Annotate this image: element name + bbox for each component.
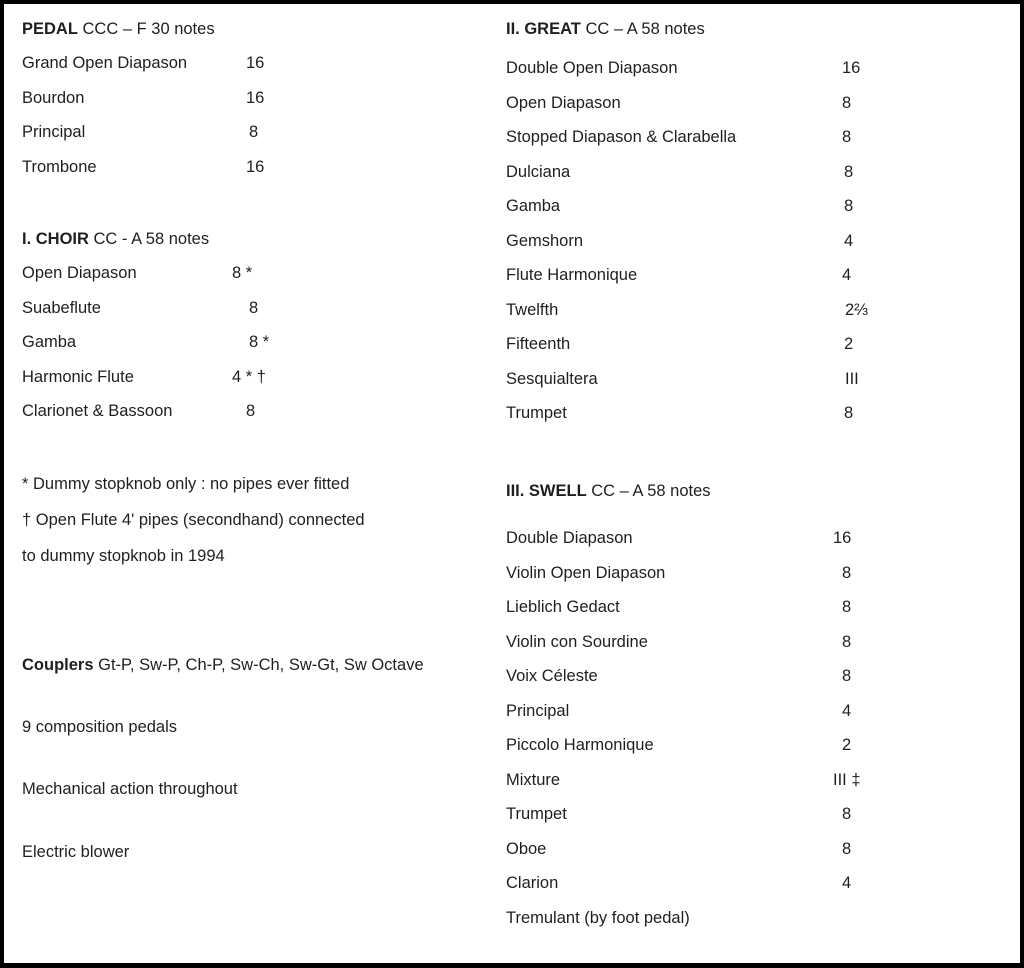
- stop-name: Stopped Diapason & Clarabella: [506, 128, 737, 146]
- stop-pitch: 4: [842, 702, 852, 720]
- stop-pitch: 8 *: [249, 333, 270, 351]
- stop-pitch: 16: [833, 529, 852, 547]
- stop-name: Piccolo Harmonique: [506, 736, 654, 754]
- stop-pitch: 8: [842, 840, 852, 858]
- swell-tremulant: Tremulant (by foot pedal): [506, 909, 690, 927]
- couplers-line: [22, 655, 424, 675]
- stop-name: Twelfth: [506, 301, 559, 319]
- stop-pitch: 4: [844, 232, 854, 250]
- stop-name: Grand Open Diapason: [22, 54, 188, 72]
- choir-compass: CC - A 58 notes: [93, 230, 210, 248]
- pedal-title: PEDAL: [22, 20, 78, 38]
- stop-pitch: 2: [842, 736, 852, 754]
- stop-name: Trumpet: [506, 404, 567, 422]
- stop-pitch: 8: [842, 598, 852, 616]
- stop-name: Trumpet: [506, 805, 567, 823]
- stop-pitch: 4: [842, 266, 852, 284]
- stop-pitch: 8: [842, 564, 852, 582]
- footnote-open-flute-cont: to dummy stopknob in 1994: [22, 547, 225, 565]
- stop-name: Voix Céleste: [506, 667, 598, 685]
- swell-compass: CC – A 58 notes: [591, 482, 711, 500]
- stop-pitch: 16: [246, 54, 265, 72]
- stop-name: Mixture: [506, 771, 561, 789]
- swell-title: III. SWELL: [506, 482, 587, 500]
- swell-heading: [506, 481, 711, 501]
- stop-name: Sesquialtera: [506, 370, 598, 388]
- stop-name: Gamba: [506, 197, 561, 215]
- stop-name: Harmonic Flute: [22, 368, 134, 386]
- stop-pitch: 8: [842, 667, 852, 685]
- choir-title: I. CHOIR: [22, 230, 89, 248]
- stop-pitch: 8: [844, 163, 854, 181]
- stop-name: Flute Harmonique: [506, 266, 638, 284]
- stop-pitch: 8: [842, 633, 852, 651]
- stop-name: Double Diapason: [506, 529, 633, 547]
- stop-name: Fifteenth: [506, 335, 571, 353]
- stop-name: Clarion: [506, 874, 559, 892]
- stop-name: Dulciana: [506, 163, 571, 181]
- stop-name: Clarionet & Bassoon: [22, 402, 173, 420]
- stop-name: Trombone: [22, 158, 97, 176]
- stop-pitch: 8 *: [232, 264, 253, 282]
- stop-pitch: III ‡: [833, 771, 861, 789]
- stop-name: Lieblich Gedact: [506, 598, 620, 616]
- stop-name: Suabeflute: [22, 299, 101, 317]
- pedal-compass: CCC – F 30 notes: [82, 20, 215, 38]
- couplers-label: Couplers: [22, 656, 94, 674]
- stop-name: Principal: [22, 123, 86, 141]
- stop-name: Oboe: [506, 840, 547, 858]
- stop-pitch: 16: [842, 59, 861, 77]
- stop-pitch: 8: [249, 123, 259, 141]
- accessory-composition-pedals: 9 composition pedals: [22, 718, 178, 736]
- stop-pitch: 8: [842, 128, 852, 146]
- stop-name: Open Diapason: [506, 94, 621, 112]
- stop-name: Violin con Sourdine: [506, 633, 648, 651]
- accessory-mechanical-action: Mechanical action throughout: [22, 780, 238, 798]
- stop-pitch: 8: [842, 94, 852, 112]
- footnote-open-flute: † Open Flute 4' pipes (secondhand) connected: [22, 511, 365, 529]
- pedal-heading: [22, 19, 215, 39]
- stop-name: Open Diapason: [22, 264, 137, 282]
- stop-name: Principal: [506, 702, 570, 720]
- stop-pitch: 8: [844, 197, 854, 215]
- stop-pitch: 2: [844, 335, 854, 353]
- stop-pitch: 8: [249, 299, 259, 317]
- stop-name: Gamba: [22, 333, 77, 351]
- stop-name: Double Open Diapason: [506, 59, 678, 77]
- stop-name: Violin Open Diapason: [506, 564, 666, 582]
- stop-pitch: 16: [246, 158, 265, 176]
- great-title: II. GREAT: [506, 20, 581, 38]
- great-heading: [506, 19, 705, 39]
- stop-pitch: III: [845, 370, 859, 388]
- stop-pitch: 4: [842, 874, 852, 892]
- stop-name: Bourdon: [22, 89, 85, 107]
- couplers-value: Gt-P, Sw-P, Ch-P, Sw-Ch, Sw-Gt, Sw Octave: [98, 656, 424, 674]
- stop-name: Gemshorn: [506, 232, 584, 250]
- stop-pitch: 8: [842, 805, 852, 823]
- footnote-dummy: * Dummy stopknob only : no pipes ever fitted: [22, 475, 350, 493]
- stop-pitch: 8: [246, 402, 256, 420]
- accessory-electric-blower: Electric blower: [22, 843, 130, 861]
- stop-pitch: 2⅔: [845, 301, 868, 319]
- choir-heading: [22, 229, 209, 249]
- stop-pitch: 16: [246, 89, 265, 107]
- stop-pitch: 4 * †: [232, 368, 266, 386]
- great-compass: CC – A 58 notes: [585, 20, 705, 38]
- stop-pitch: 8: [844, 404, 854, 422]
